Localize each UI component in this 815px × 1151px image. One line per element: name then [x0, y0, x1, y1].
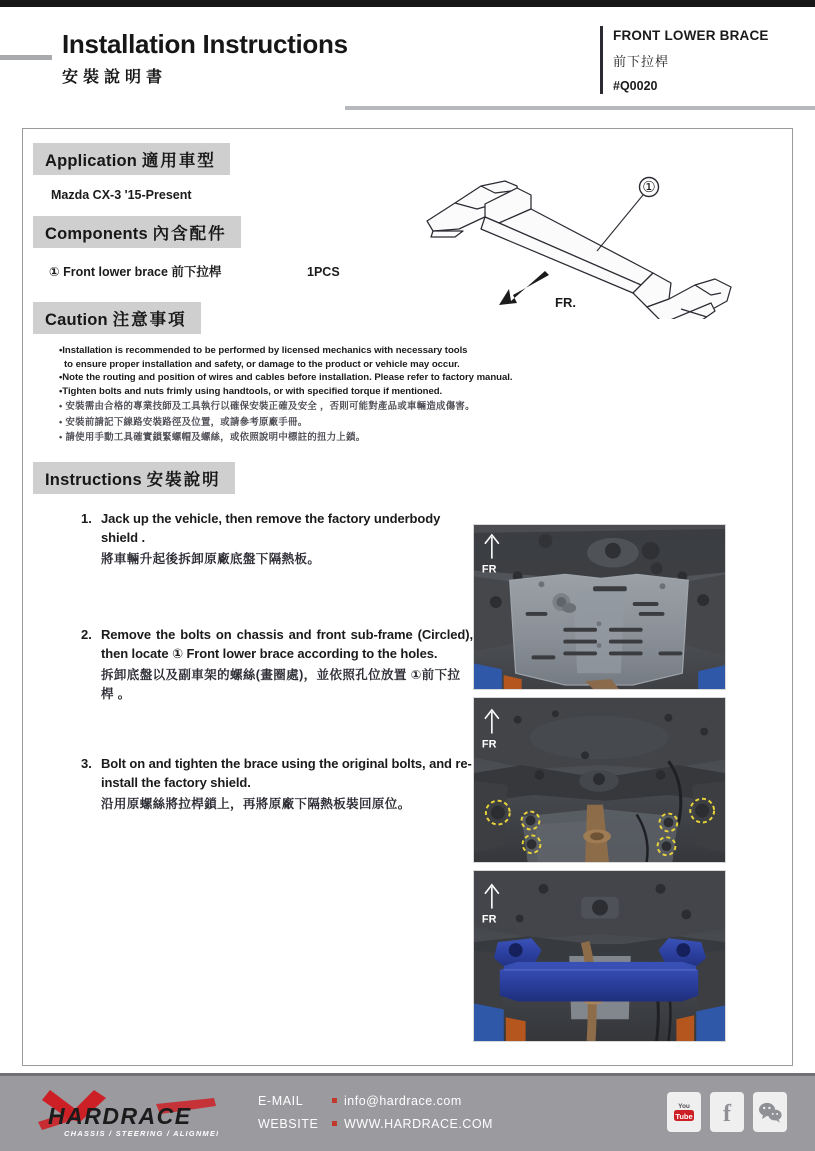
step-text-cn: 拆卸底盤以及副車架的螺絲(畫圈處)，並依照孔位放置 ①前下拉桿 。	[101, 667, 461, 701]
brace-illustration	[419, 159, 779, 319]
product-sku: #Q0020	[613, 79, 658, 93]
footer-contact	[258, 1094, 493, 1140]
page-title	[62, 31, 348, 87]
installed-brace-photo	[474, 871, 725, 1041]
wechat-link[interactable]	[753, 1092, 787, 1132]
caution-heading	[33, 302, 201, 334]
components-heading	[33, 216, 241, 248]
component-label	[49, 262, 307, 280]
hardrace-logo-mark	[36, 1088, 218, 1140]
photo-direction-label: FR	[481, 563, 497, 576]
instructions-section	[23, 462, 792, 494]
footer-email-row	[258, 1094, 493, 1108]
step-number: 1.	[81, 511, 92, 527]
application-heading-en: Application	[45, 152, 138, 170]
step-text-cn: 沿用原螺絲將拉桿鎖上，再將原廠下隔熱板裝回原位。	[101, 796, 411, 811]
top-black-bar	[0, 0, 815, 7]
application-heading-cn: 適用車型	[141, 152, 216, 170]
facebook-link[interactable]	[710, 1092, 744, 1132]
component-qty: 1PCS	[307, 265, 340, 279]
hardrace-tagline: CHASSIS / STEERING / ALIGNMENT	[64, 1129, 218, 1138]
page-title-english: Installation Instructions	[62, 29, 348, 59]
caution-line: to ensure proper installation and safety, or damage to the product or vehicle may occur.	[64, 358, 460, 370]
callout-leader-line	[597, 195, 643, 251]
product-name-english: FRONT LOWER BRACE	[613, 28, 769, 43]
caution-line-cn: • 請使用手動工具確實鎖緊螺帽及螺絲，或依照說明中標註的扭力上鎖。	[59, 430, 366, 442]
step-3-photo	[473, 870, 726, 1042]
step-number: 2.	[81, 627, 92, 643]
application-heading	[33, 143, 230, 175]
header-bottom-rule	[345, 106, 815, 110]
caution-line-cn: • 安裝需由合格的專業技師及工具執行以確保安裝正確及安全 ，否則可能對產品或車輛造成傷害。	[59, 400, 475, 412]
step-2-photo	[473, 697, 726, 863]
step-text-en: Remove the bolts on chassis and front sub-frame (Circled), then locate ① Front lower brace according to the holes.	[101, 627, 473, 662]
footer-website-value[interactable]: WWW.HARDRACE.COM	[344, 1117, 493, 1131]
caution-heading-cn: 注意事項	[112, 311, 187, 329]
step-1-photo	[473, 524, 726, 690]
caution-line-cn: • 安裝前請記下線路安裝路徑及位置，或請參考原廠手冊。	[59, 415, 308, 427]
subframe-bolts-photo	[474, 698, 725, 862]
instructions-heading-cn: 安裝說明	[146, 471, 221, 490]
step-number: 3.	[81, 756, 92, 772]
caution-line: •Installation is recommended to be performed by licensed mechanics with necessary tools	[59, 345, 468, 356]
footer-website-label: WEBSITE	[258, 1117, 319, 1131]
components-heading-en: Components	[45, 225, 148, 243]
caution-line: •Note the routing and position of wires and cables before installation. Please refer to factory manual.	[59, 372, 513, 384]
product-info	[613, 28, 769, 93]
hardrace-logo	[36, 1088, 218, 1140]
component-marker: ①	[49, 265, 60, 279]
caution-line: •Tighten bolts and nuts frimly using handtools, or with specified torque if mentioned.	[59, 385, 443, 397]
youtube-link[interactable]	[667, 1092, 701, 1132]
facebook-icon	[715, 1100, 739, 1124]
photo-direction-label: FR	[481, 738, 497, 751]
components-heading-cn: 內含配件	[152, 225, 227, 243]
direction-label: FR.	[555, 295, 576, 310]
svg-text:Tube: Tube	[675, 1112, 693, 1121]
step-text-en: Jack up the vehicle, then remove the factory underbody shield .	[101, 511, 441, 545]
footer-email-label: E-MAIL	[258, 1094, 304, 1108]
instructions-heading	[33, 462, 235, 494]
content-panel	[22, 128, 793, 1066]
instructions-heading-en: Instructions	[45, 471, 142, 490]
footer-social-links	[667, 1092, 787, 1132]
step-text-en: Bolt on and tighten the brace using the original bolts, and re-install the factory shield.	[101, 756, 472, 790]
caution-heading-en: Caution	[45, 311, 108, 329]
product-name-chinese: 前下拉桿	[613, 54, 670, 69]
step-text-cn: 將車輛升起後拆卸原廠底盤下隔熱板。	[101, 551, 321, 566]
direction-arrow	[499, 271, 549, 305]
underbody-shield-photo	[474, 525, 725, 689]
photo-direction-label: FR	[481, 913, 497, 926]
application-vehicle: Mazda CX-3 '15-Present	[51, 188, 192, 202]
footer-email-value[interactable]: info@hardrace.com	[344, 1094, 462, 1108]
youtube-icon	[672, 1100, 696, 1124]
caution-list	[23, 344, 792, 444]
svg-text:f: f	[723, 1101, 731, 1124]
wechat-icon	[757, 1100, 783, 1124]
svg-text:You: You	[678, 1103, 690, 1110]
footer-website-row	[258, 1117, 493, 1131]
product-info-divider	[600, 26, 603, 94]
callout-number: ①	[642, 180, 656, 196]
page-footer	[0, 1073, 815, 1151]
component-name: Front lower brace 前下拉桿	[63, 265, 222, 279]
hardrace-wordmark: HARDRACE	[48, 1103, 192, 1129]
separator-dot-icon	[332, 1098, 337, 1103]
separator-dot-icon	[332, 1121, 337, 1126]
header-left-rule	[0, 55, 52, 60]
page-title-chinese: 安裝說明書	[62, 69, 168, 87]
document-header	[0, 7, 815, 117]
product-line-drawing	[419, 159, 779, 319]
